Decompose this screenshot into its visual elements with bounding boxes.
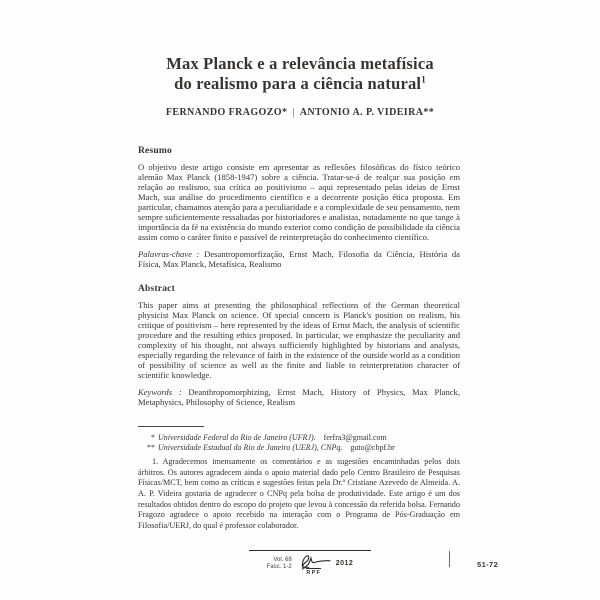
- volume-number: Vol. 68: [273, 557, 292, 563]
- abstract-text: This paper aims at presenting the philosophical reflections of the German theoretical physicist Max Planck on science. Of special concern is Planck's position on realism, his critique of positivism – here represented by the ideas of Ernst Mach, the analysis of scientific procedure and the resulting ethics proposed. In particular, we emphasize the peculiarity and complexity of his thought, not always sufficiently highlighted by historians and analysts, especially regarding the relevance of faith in the existence of the outside world as a condition of possibility of science as well as the finite and liable to reinterpretation character of scientific knowledge.: [138, 300, 460, 380]
- palavras-chave-list: Desantropomorfização, Ernst Mach, Filosofia da Ciência, História da Física, Max Planck, Metafísica, Realismo: [138, 249, 460, 269]
- keywords-list: Deanthropomorphizing, Ernst Mach, History of Physics, Max Planck, Metaphysics, Philosophy of Science, Realism: [138, 387, 461, 407]
- article-front-matter: [138, 146, 460, 407]
- footnote-separator-rule: [138, 426, 204, 427]
- footer-vertical-divider: [449, 551, 450, 567]
- affiliation-2-name: Universidade Estadual do Rio de Janeiro (UERJ), CNPq.: [158, 442, 343, 452]
- palavras-chave-label: Palavras-chave :: [138, 249, 200, 259]
- author-2: ANTONIO A. P. VIDEIRA**: [299, 107, 435, 118]
- keywords-label: Keywords :: [138, 387, 182, 397]
- affiliation-2-email-link[interactable]: guto@cbpf.br: [350, 442, 395, 452]
- footnotes-block: [138, 426, 460, 531]
- fascicle-number: Fasc. 1-2: [266, 564, 292, 570]
- resumo-text: O objetivo deste artigo consiste em apresentar as reflexões filosóficas do físico teórico alemão Max Planck (1858-1947) sobre a ciência. Tratar-se-á de realçar sua posição em relação ao realismo, sua crítica ao positivismo – aqui representado pelas ideias de Ernst Mach, sua análise do procedimento científico e a decorrente posição ética proposta. Em particular, chamamos atenção para a peculiaridade e a complexidade de seu pensamento, nem sempre suficientemente ressaltadas por historiadores e analistas, notadamente no que tange à importância da fé na existência do mundo exterior como condição de possibilidade da ciência assim como o caráter finito e passível de reinterpretação do conhecimento científico.: [138, 162, 460, 242]
- keywords-line: [138, 387, 460, 407]
- resumo-heading: Resumo: [138, 146, 172, 156]
- affiliation-1-marker: *: [151, 433, 155, 442]
- affiliation-2-marker: **: [147, 442, 155, 452]
- volume-info: [267, 557, 292, 571]
- authors-line: [0, 107, 600, 118]
- authors-divider: |: [292, 107, 295, 118]
- journal-imprint: [249, 550, 371, 576]
- article-title-line1: Max Planck e a relevância metafísica: [166, 54, 434, 73]
- publication-year: 2012: [335, 560, 354, 567]
- article-title-line2: do realismo para a ciência natural: [174, 74, 422, 93]
- author-1: FERNANDO FRAGOZO*: [165, 107, 288, 118]
- article-title: [0, 54, 600, 94]
- title-footnote-ref: 1: [421, 74, 426, 85]
- palavras-chave-line: [138, 249, 460, 269]
- journal-logo: [297, 554, 331, 576]
- footnote-1-marker: 1.: [152, 457, 159, 467]
- footnote-1: [138, 457, 460, 531]
- abstract-heading: Abstract: [138, 284, 175, 294]
- article-page-range: 51-72: [477, 560, 499, 569]
- affiliation-1-name: Universidade Federal do Rio de Janeiro (UFRJ).: [158, 433, 316, 442]
- affiliation-2: [146, 443, 460, 453]
- affiliation-1: [146, 433, 460, 443]
- footnote-1-text: Agradecemos imensamente os comentários e as sugestões encaminhadas pelos dois árbitros. Os autores agradecem ainda o apoio material dado pelo Centro Brasileiro de Pesquisas Físicas/MCT, bem como as críticas e sugestões feitas pela Dr.ª Cristiane Azevedo de Almeida. A. A. P. Videira gostaria de agradecer o CNPq pela bolsa de produtividade. Este artigo é um dos resultados obtidos dentro do escopo do projeto que levou à concessão da referida bolsa. Fernando Fragozo agradece o apoio recebido na interação com o Programa de Pós-Graduação em Filosofia/UERJ, do qual é professor colaborador.: [138, 457, 460, 530]
- title-block: [0, 0, 600, 118]
- affiliation-1-email-link[interactable]: ferfra3@gmail.com: [323, 433, 387, 442]
- journal-logo-acronym: RPF: [306, 569, 322, 576]
